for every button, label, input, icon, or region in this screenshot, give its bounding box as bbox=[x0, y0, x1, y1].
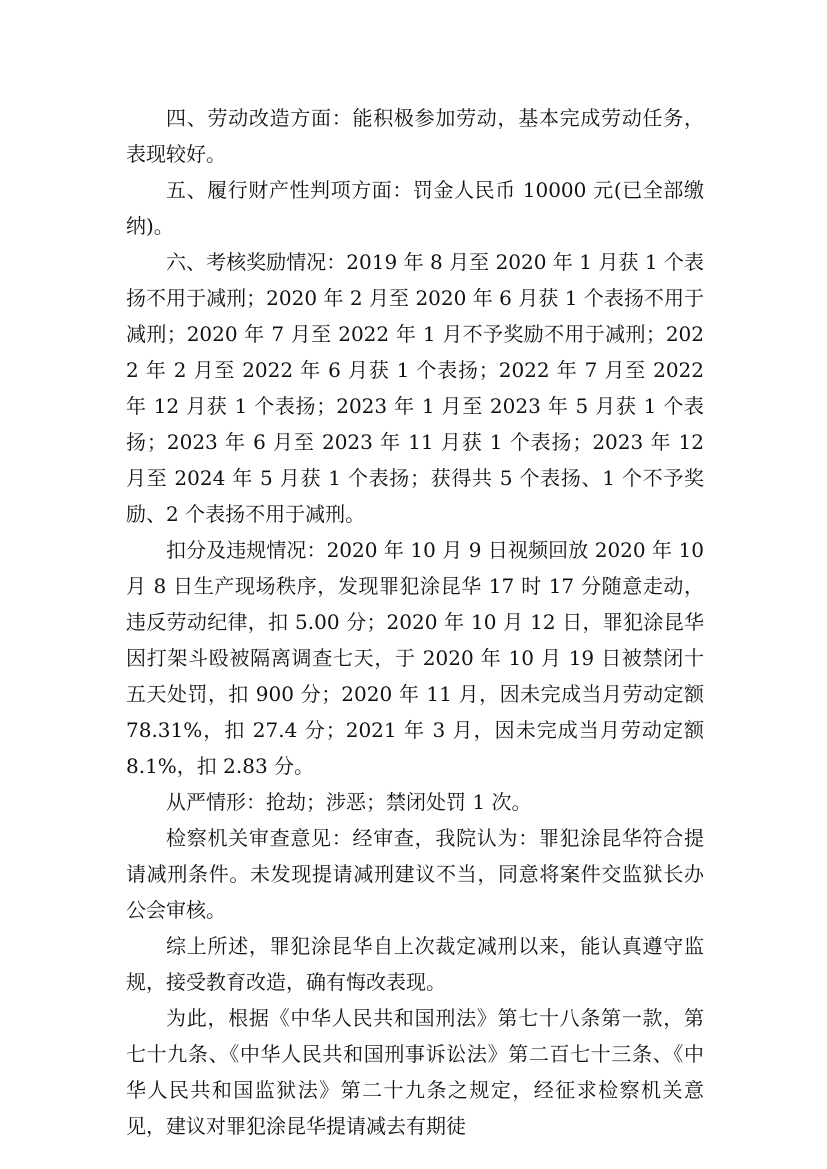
paragraph-property-judgment: 五、履行财产性判项方面：罚金人民币 10000 元(已全部缴纳)。 bbox=[126, 178, 704, 238]
paragraph-summary: 综上所述，罪犯涂昆华自上次裁定减刑以来，能认真遵守监规，接受教育改造，确有悔改表现。 bbox=[126, 934, 704, 994]
paragraph-labor-reform: 四、劳动改造方面：能积极参加劳动，基本完成劳动任务，表现较好。 bbox=[126, 106, 704, 166]
paragraph-strict-circumstances: 从严情形：抢劫；涉恶；禁闭处罚 1 次。 bbox=[166, 790, 532, 814]
paragraph-procuratorate-opinion: 检察机关审查意见：经审查，我院认为：罪犯涂昆华符合提请减刑条件。未发现提请减刑建议不当，同意将案件交监狱长办公会审核。 bbox=[126, 826, 704, 922]
paragraph-deductions-violations: 扣分及违规情况：2020 年 10 月 9 日视频回放 2020 年 10 月 8 日生产现场秩序，发现罪犯涂昆华 17 时 17 分随意走动，违反劳动纪律，扣 5.00 分；2020 年 10 月 12 日，罪犯涂昆华因打架斗殴被隔离调查七天，于 2020 年 10 月 19 日被禁闭十五天处罚，扣 900 分；2020 年 11 月，因未完成当月劳动定额 78.31%，扣 27.4 分；2021 年 3 月，因未完成当月劳动定额 8.1%，扣 2.83 分。 bbox=[126, 538, 704, 778]
document-body bbox=[126, 100, 704, 1144]
paragraph-rewards: 六、考核奖励情况：2019 年 8 月至 2020 年 1 月获 1 个表扬不用于减刑；2020 年 2 月至 2020 年 6 月获 1 个表扬不用于减刑；2020 年 7 月至 2022 年 1 月不予奖励不用于减刑；2022 年 2 月至 2022 年 6 月获 1 个表扬；2022 年 7 月至 2022 年 12 月获 1 个表扬；2023 年 1 月至 2023 年 5 月获 1 个表扬；2023 年 6 月至 2023 年 11 月获 1 个表扬；2023 年 12 月至 2024 年 5 月获 1 个表扬；获得共 5 个表扬、1 个不予奖励、2 个表扬不用于减刑。 bbox=[126, 250, 704, 526]
paragraph-legal-basis: 为此，根据《中华人民共和国刑法》第七十八条第一款，第七十九条、《中华人民共和国刑事诉讼法》第二百七十三条、《中华人民共和国监狱法》第二十九条之规定，经征求检察机关意见，建议对罪犯涂昆华提请减去有期徒 bbox=[126, 1006, 704, 1138]
